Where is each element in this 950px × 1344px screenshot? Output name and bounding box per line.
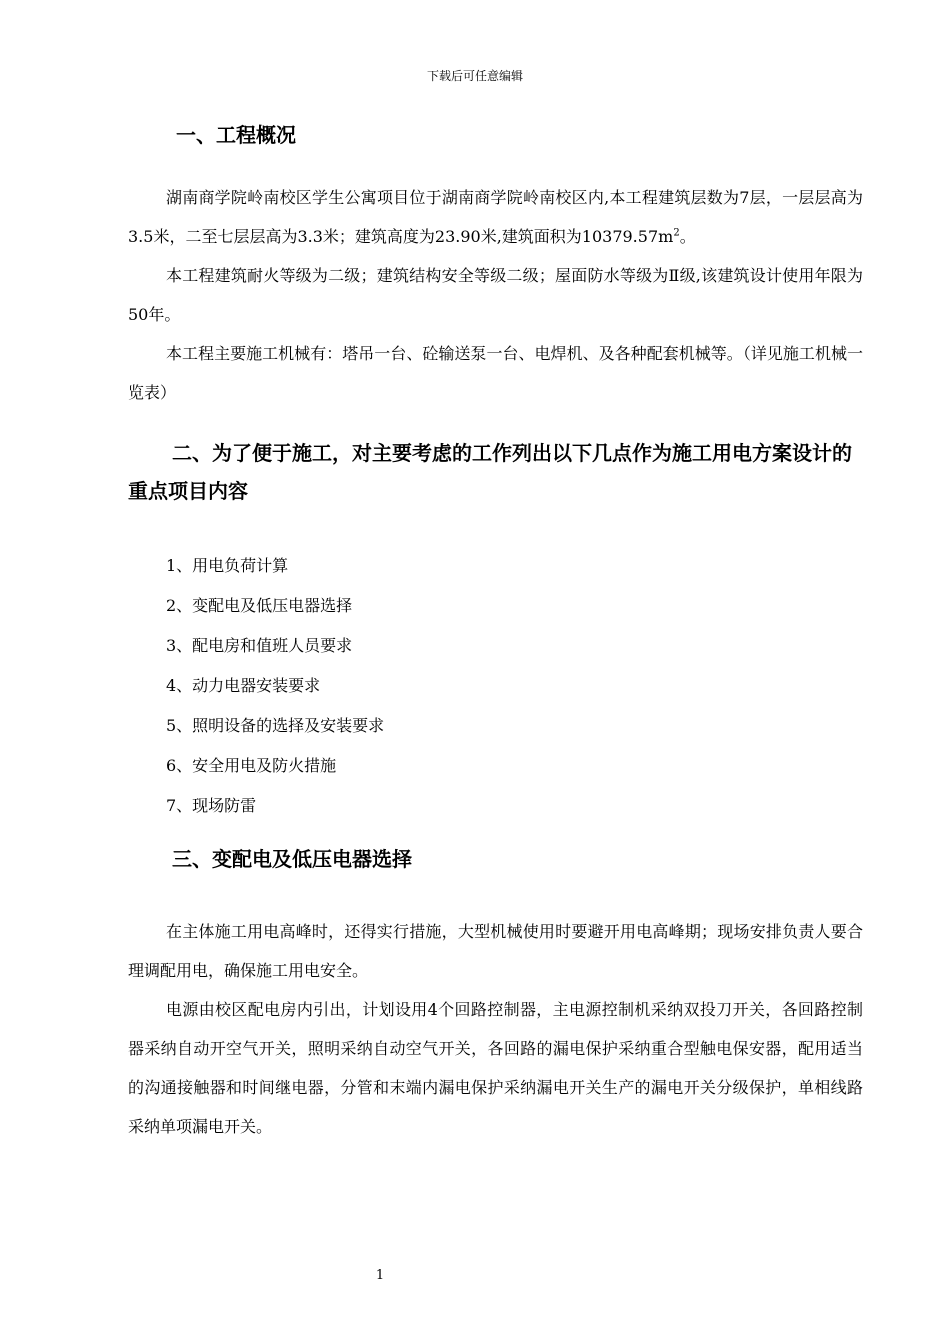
paragraph-project-info-end: 。 — [679, 227, 696, 246]
page-number: 1 — [375, 1268, 385, 1283]
list-item: 1、用电负荷计算 — [166, 556, 289, 575]
list-item: 7、现场防雷 — [166, 796, 257, 815]
paragraph-peak-load: 在主体施工用电高峰时，还得实行措施，大型机械使用时要避开用电高峰期；现场安排负责人要合理调配用电，确保施工用电安全。 — [128, 922, 863, 980]
paragraph-project-info — [128, 178, 863, 256]
list-item: 3、配电房和值班人员要求 — [166, 636, 353, 655]
superscript-square: 2 — [673, 227, 680, 239]
list-item: 6、安全用电及防火措施 — [166, 756, 337, 775]
list-item: 2、变配电及低压电器选择 — [166, 596, 353, 615]
paragraph-machinery: 本工程主要施工机械有：塔吊一台、砼输送泵一台、电焊机、及各种配套机械等。（详见施工机械一览表） — [128, 344, 863, 402]
paragraph-project-info-text: 湖南商学院岭南校区学生公寓项目位于湖南商学院岭南校区内,本工程建筑层数为7层，一层层高为3.5米，二至七层层高为3.3米；建筑高度为23.90米,建筑面积为10379.57m — [128, 188, 863, 246]
section-title-overview: 一、工程概况 — [176, 123, 296, 147]
paragraph-fire-rating: 本工程建筑耐火等级为二级；建筑结构安全等级二级；屋面防水等级为Ⅱ级,该建筑设计使用年限为50年。 — [128, 266, 863, 324]
key-items-list — [128, 546, 863, 826]
document-body — [128, 118, 863, 1146]
section-title-substation: 三、变配电及低压电器选择 — [172, 847, 412, 871]
paragraph-power-source: 电源由校区配电房内引出，计划设用4个回路控制器，主电源控制机采纳双投刀开关，各回路控制器采纳自动开空气开关，照明采纳自动空气开关，各回路的漏电保护采纳重合型触电保安器，配用适当的沟通接触器和时间继电器，分管和末端内漏电保护采纳漏电开关生产的漏电开关分级保护，单相线路采纳单项漏电开关。 — [128, 1000, 863, 1136]
page-header-note: 下载后可任意编辑 — [426, 69, 523, 83]
list-item: 4、动力电器安装要求 — [166, 676, 321, 695]
list-item: 5、照明设备的选择及安装要求 — [166, 716, 385, 735]
section-title-key-items: 二、为了便于施工，对主要考虑的工作列出以下几点作为施工用电方案设计的重点项目内容 — [128, 441, 852, 503]
